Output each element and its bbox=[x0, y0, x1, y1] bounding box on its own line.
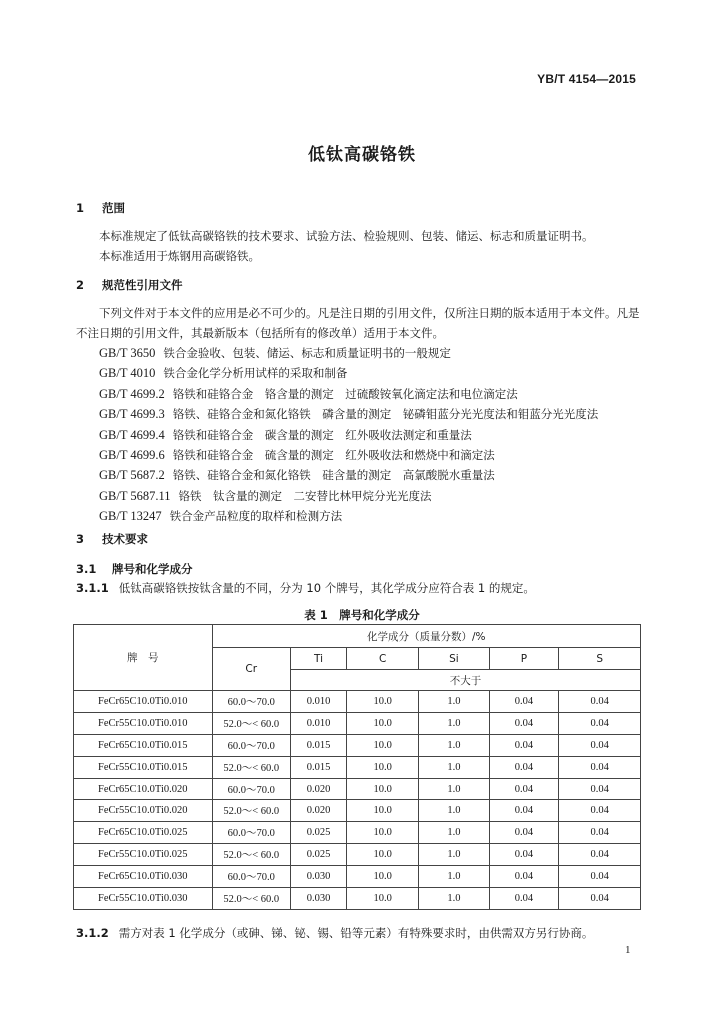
grade-cell: FeCr55C10.0Ti0.015 bbox=[74, 756, 213, 778]
c-cell: 10.0 bbox=[347, 800, 419, 822]
section-title: 技术要求 bbox=[102, 532, 148, 546]
clause-number: 3.1.2 bbox=[76, 926, 109, 940]
si-cell: 1.0 bbox=[419, 712, 489, 734]
section-3-heading bbox=[76, 531, 148, 547]
reference-code: GB/T 4699.2 bbox=[99, 386, 165, 401]
cr-cell: 60.0～70.0 bbox=[212, 691, 290, 713]
references-intro: 下列文件对于本文件的应用是必不可少的。凡是注日期的引用文件，仅所注日期的版本适用于本文件。凡是不注日期的引用文件，其最新版本（包括所有的修改单）适用于本文件。 bbox=[76, 306, 640, 340]
reference-code: GB/T 4010 bbox=[99, 366, 156, 381]
scope-paragraph-2: 本标准适用于炼钢用高碳铬铁。 bbox=[99, 249, 260, 263]
reference-item bbox=[99, 363, 598, 383]
grade-cell: FeCr65C10.0Ti0.010 bbox=[74, 691, 213, 713]
reference-title: 铬铁和硅铬合金 硫含量的测定 红外吸收法和燃烧中和滴定法 bbox=[172, 447, 495, 462]
cr-cell: 52.0～< 60.0 bbox=[212, 800, 290, 822]
cr-cell: 60.0～70.0 bbox=[212, 778, 290, 800]
reference-item bbox=[99, 486, 598, 506]
section-3-1-heading bbox=[76, 561, 193, 577]
si-cell: 1.0 bbox=[419, 778, 489, 800]
p-cell: 0.04 bbox=[489, 712, 559, 734]
c-cell: 10.0 bbox=[347, 866, 419, 888]
table-row bbox=[74, 778, 641, 800]
ti-cell: 0.030 bbox=[290, 866, 346, 888]
si-cell: 1.0 bbox=[419, 844, 489, 866]
reference-title: 铁合金产品粒度的取样和检测方法 bbox=[169, 509, 343, 524]
section-1-heading bbox=[76, 200, 125, 216]
table-row bbox=[74, 822, 641, 844]
s-cell: 0.04 bbox=[559, 734, 641, 756]
chemical-composition-table bbox=[73, 624, 641, 910]
s-cell: 0.04 bbox=[559, 712, 641, 734]
cr-cell: 60.0～70.0 bbox=[212, 866, 290, 888]
grade-cell: FeCr55C10.0Ti0.020 bbox=[74, 800, 213, 822]
s-cell: 0.04 bbox=[559, 778, 641, 800]
reference-item bbox=[99, 384, 598, 404]
table-row bbox=[74, 691, 641, 713]
limit-header: 不大于 bbox=[290, 670, 640, 691]
reference-title: 铬铁、硅铬合金和氮化铬铁 硅含量的测定 高氯酸脱水重量法 bbox=[172, 468, 495, 483]
section-number: 3 bbox=[76, 532, 85, 546]
section-title: 规范性引用文件 bbox=[102, 278, 183, 292]
s-cell: 0.04 bbox=[559, 866, 641, 888]
reference-item bbox=[99, 404, 598, 424]
reference-code: GB/T 4699.6 bbox=[99, 447, 165, 462]
c-cell: 10.0 bbox=[347, 844, 419, 866]
reference-item bbox=[99, 445, 598, 465]
si-cell: 1.0 bbox=[419, 822, 489, 844]
table-caption: 表 1 牌号和化学成分 bbox=[304, 608, 420, 622]
references-list bbox=[99, 343, 598, 527]
table-row bbox=[74, 712, 641, 734]
composition-header: 化学成分（质量分数）/% bbox=[212, 625, 640, 648]
si-cell: 1.0 bbox=[419, 756, 489, 778]
s-cell: 0.04 bbox=[559, 756, 641, 778]
table-header-row bbox=[74, 625, 641, 648]
reference-code: GB/T 13247 bbox=[99, 509, 162, 524]
ti-cell: 0.010 bbox=[290, 691, 346, 713]
p-cell: 0.04 bbox=[489, 734, 559, 756]
reference-code: GB/T 3650 bbox=[99, 346, 156, 360]
table-row bbox=[74, 866, 641, 888]
ti-cell: 0.015 bbox=[290, 734, 346, 756]
reference-item bbox=[99, 465, 598, 485]
reference-code: GB/T 5687.2 bbox=[99, 468, 165, 483]
grade-cell: FeCr65C10.0Ti0.030 bbox=[74, 866, 213, 888]
scope-paragraph-1: 本标准规定了低钛高碳铬铁的技术要求、试验方法、检验规则、包装、储运、标志和质量证明书。 bbox=[99, 229, 594, 243]
p-cell: 0.04 bbox=[489, 691, 559, 713]
section-title: 范围 bbox=[102, 201, 125, 215]
si-cell: 1.0 bbox=[419, 866, 489, 888]
section-number: 1 bbox=[76, 201, 85, 215]
ti-cell: 0.010 bbox=[290, 712, 346, 734]
reference-title: 铬铁 钛含量的测定 二安替比林甲烷分光光度法 bbox=[178, 488, 432, 503]
si-header: Si bbox=[419, 648, 489, 670]
c-cell: 10.0 bbox=[347, 888, 419, 910]
s-cell: 0.04 bbox=[559, 888, 641, 910]
ti-cell: 0.015 bbox=[290, 756, 346, 778]
table-row bbox=[74, 734, 641, 756]
p-cell: 0.04 bbox=[489, 844, 559, 866]
ti-cell: 0.030 bbox=[290, 888, 346, 910]
reference-item bbox=[99, 425, 598, 445]
grade-cell: FeCr65C10.0Ti0.015 bbox=[74, 734, 213, 756]
table-row bbox=[74, 844, 641, 866]
reference-title: 铬铁和硅铬合金 碳含量的测定 红外吸收法测定和重量法 bbox=[172, 427, 472, 442]
table-row bbox=[74, 800, 641, 822]
reference-title: 铬铁和硅铬合金 铬含量的测定 过硫酸铵氧化滴定法和电位滴定法 bbox=[172, 386, 518, 401]
clause-text: 低钛高碳铬铁按钛含量的不同，分为 10 个牌号，其化学成分应符合表 1 的规定。 bbox=[118, 581, 535, 595]
reference-item bbox=[99, 343, 598, 363]
section-2-heading bbox=[76, 277, 183, 293]
p-cell: 0.04 bbox=[489, 800, 559, 822]
c-cell: 10.0 bbox=[347, 756, 419, 778]
cr-cell: 60.0～70.0 bbox=[212, 822, 290, 844]
cr-cell: 52.0～< 60.0 bbox=[212, 888, 290, 910]
reference-item bbox=[99, 506, 598, 526]
grade-header: 牌 号 bbox=[74, 625, 213, 691]
cr-cell: 60.0～70.0 bbox=[212, 734, 290, 756]
s-cell: 0.04 bbox=[559, 800, 641, 822]
reference-code: GB/T 4699.4 bbox=[99, 427, 165, 442]
clause-3-1-1 bbox=[76, 580, 535, 596]
grade-cell: FeCr65C10.0Ti0.025 bbox=[74, 822, 213, 844]
cr-cell: 52.0～< 60.0 bbox=[212, 844, 290, 866]
reference-title: 铬铁、硅铬合金和氮化铬铁 磷含量的测定 铋磷钼蓝分光光度法和钼蓝分光光度法 bbox=[172, 407, 599, 422]
p-cell: 0.04 bbox=[489, 888, 559, 910]
ti-cell: 0.020 bbox=[290, 800, 346, 822]
p-cell: 0.04 bbox=[489, 866, 559, 888]
s-cell: 0.04 bbox=[559, 844, 641, 866]
si-cell: 1.0 bbox=[419, 888, 489, 910]
si-cell: 1.0 bbox=[419, 691, 489, 713]
standard-code: YB/T 4154—2015 bbox=[537, 72, 636, 86]
page-number: 1 bbox=[625, 944, 631, 956]
grade-cell: FeCr65C10.0Ti0.020 bbox=[74, 778, 213, 800]
c-header: C bbox=[347, 648, 419, 670]
p-cell: 0.04 bbox=[489, 756, 559, 778]
p-cell: 0.04 bbox=[489, 822, 559, 844]
section-number: 2 bbox=[76, 278, 85, 292]
table-row bbox=[74, 888, 641, 910]
c-cell: 10.0 bbox=[347, 712, 419, 734]
si-cell: 1.0 bbox=[419, 734, 489, 756]
cr-cell: 52.0～< 60.0 bbox=[212, 756, 290, 778]
cr-header: Cr bbox=[212, 648, 290, 691]
clause-text: 需方对表 1 化学成分（或砷、锑、铋、锡、铅等元素）有特殊要求时，由供需双方另行协商。 bbox=[118, 926, 594, 940]
document-title: 低钛高碳铬铁 bbox=[308, 145, 416, 165]
p-header: P bbox=[489, 648, 559, 670]
clause-3-1-2 bbox=[76, 925, 593, 941]
reference-title: 铁合金化学分析用试样的采取和制备 bbox=[163, 366, 348, 381]
c-cell: 10.0 bbox=[347, 778, 419, 800]
reference-code: GB/T 5687.11 bbox=[99, 488, 171, 503]
c-cell: 10.0 bbox=[347, 822, 419, 844]
ti-cell: 0.020 bbox=[290, 778, 346, 800]
c-cell: 10.0 bbox=[347, 734, 419, 756]
section-number: 3.1 bbox=[76, 562, 97, 576]
grade-cell: FeCr55C10.0Ti0.010 bbox=[74, 712, 213, 734]
table-row bbox=[74, 756, 641, 778]
c-cell: 10.0 bbox=[347, 691, 419, 713]
reference-code: GB/T 4699.3 bbox=[99, 407, 165, 422]
ti-header: Ti bbox=[290, 648, 346, 670]
grade-cell: FeCr55C10.0Ti0.025 bbox=[74, 844, 213, 866]
table-body bbox=[74, 691, 641, 910]
s-cell: 0.04 bbox=[559, 691, 641, 713]
s-header: S bbox=[559, 648, 641, 670]
s-cell: 0.04 bbox=[559, 822, 641, 844]
ti-cell: 0.025 bbox=[290, 822, 346, 844]
ti-cell: 0.025 bbox=[290, 844, 346, 866]
reference-title: 铁合金验收、包装、储运、标志和质量证明书的一般规定 bbox=[163, 346, 451, 360]
grade-cell: FeCr55C10.0Ti0.030 bbox=[74, 888, 213, 910]
si-cell: 1.0 bbox=[419, 800, 489, 822]
section-title: 牌号和化学成分 bbox=[112, 562, 193, 576]
cr-cell: 52.0～< 60.0 bbox=[212, 712, 290, 734]
clause-number: 3.1.1 bbox=[76, 581, 109, 595]
p-cell: 0.04 bbox=[489, 778, 559, 800]
